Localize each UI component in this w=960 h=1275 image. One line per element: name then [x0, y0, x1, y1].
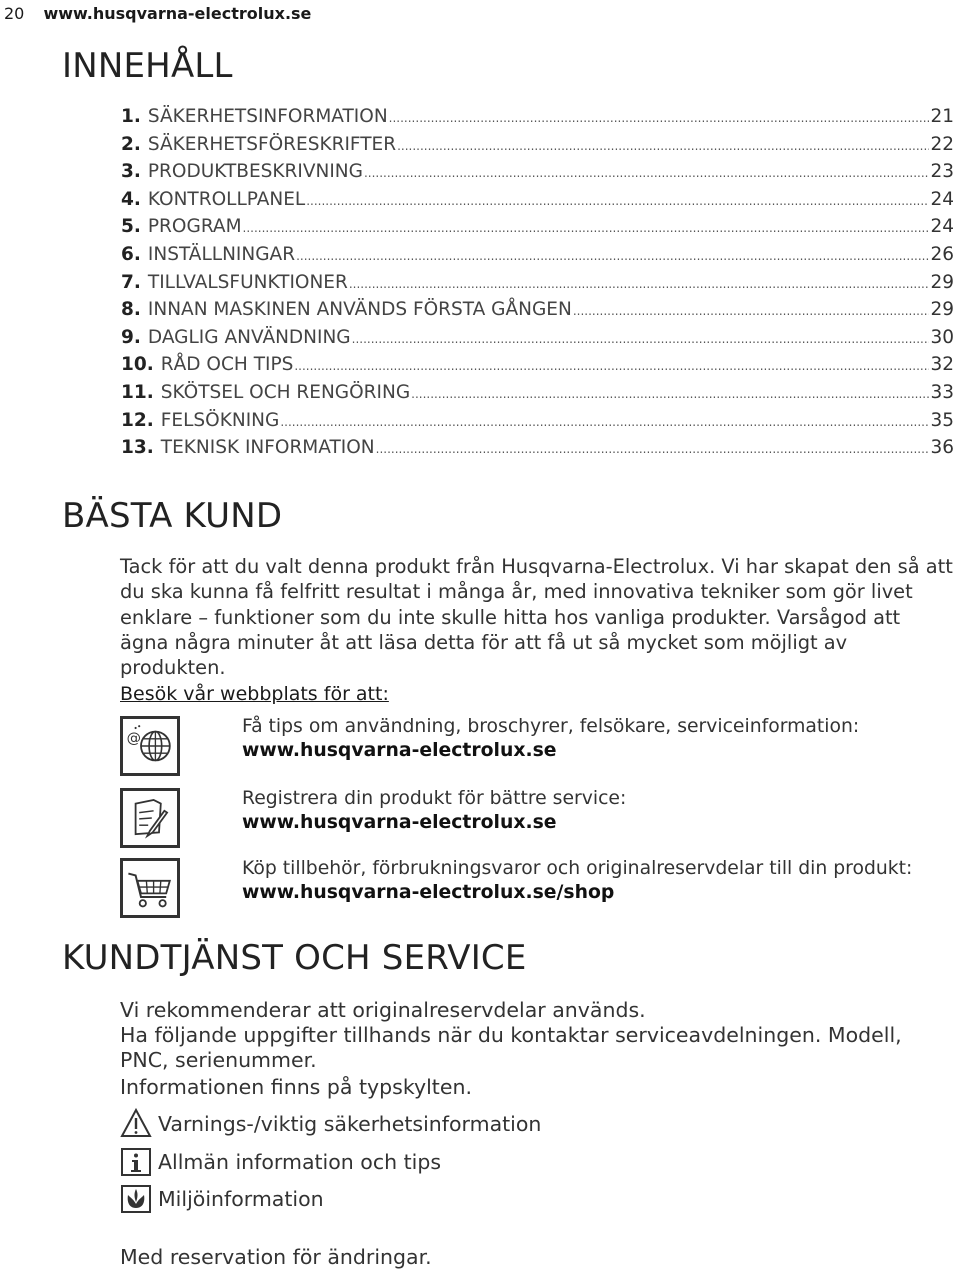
dear-customer-heading: BÄSTA KUND	[62, 496, 283, 536]
toc-item[interactable]	[121, 327, 954, 355]
svg-text:@: @	[126, 730, 141, 747]
toc-item[interactable]	[121, 244, 954, 272]
toc-page: 36	[930, 437, 954, 459]
tips-text: Få tips om användning, broschyrer, felsökare, serviceinformation:	[242, 716, 860, 737]
warning-legend-text: Varnings-/viktig säkerhetsinformation	[158, 1112, 542, 1136]
toc-number: 9.	[121, 326, 141, 348]
toc-title: INNAN MASKINEN ANVÄNDS FÖRSTA GÅNGEN	[147, 299, 572, 321]
toc-title: SÄKERHETSINFORMATION	[147, 106, 388, 127]
toc-item[interactable]	[121, 354, 954, 382]
environment-icon	[120, 1184, 152, 1214]
toc-title: TILLVALSFUNKTIONER	[147, 271, 348, 293]
toc-leader	[243, 221, 930, 235]
welcome-paragraph: Tack för att du valt denna produkt från Husqvarna-Electrolux. Vi har skapat den så att du ska kunna få felfritt resultat i många år, med innovativa tekniker som gör livet enklare – funktioner som du inte skulle hitta hos vanliga produkter. Varsågod att ägna några minuter åt att läsa detta för att få ut så mycket som möjligt av produkten.	[120, 555, 953, 680]
warning-icon	[120, 1108, 152, 1138]
toc-item[interactable]	[121, 134, 954, 162]
toc-title: INSTÄLLNINGAR	[147, 243, 296, 265]
toc-leader	[376, 442, 930, 456]
toc-number: 3.	[121, 161, 141, 183]
toc-heading: INNEHÅLL	[62, 46, 233, 86]
toc-number: 11.	[121, 381, 154, 403]
toc-number: 12.	[121, 409, 154, 431]
register-text: Registrera din produkt för bättre service:	[242, 788, 627, 809]
register-url-link[interactable]: www.husqvarna-electrolux.se	[242, 812, 557, 833]
page-header	[4, 4, 311, 23]
toc-number: 6.	[121, 243, 141, 265]
toc-leader	[411, 387, 929, 401]
toc-page: 30	[930, 326, 954, 348]
toc-page: 26	[930, 243, 954, 265]
page-number: 20	[4, 4, 25, 23]
toc-leader	[306, 194, 929, 208]
toc-number: 5.	[121, 216, 141, 238]
toc-title: RÅD OCH TIPS	[160, 354, 294, 376]
info-icon	[120, 1147, 152, 1177]
toc-title: SÄKERHETSFÖRESKRIFTER	[147, 133, 397, 155]
visit-website-label: Besök vår webbplats för att:	[120, 683, 389, 705]
reservation-note: Med reservation för ändringar.	[120, 1245, 432, 1269]
toc-page: 29	[930, 299, 954, 321]
toc-number: 2.	[121, 133, 141, 155]
toc-page: 29	[930, 271, 954, 293]
toc-page: 33	[930, 381, 954, 403]
service-line: PNC, serienummer.	[120, 1048, 317, 1072]
toc-page: 24	[930, 188, 954, 210]
toc-number: 4.	[121, 188, 141, 210]
toc-title: DAGLIG ANVÄNDNING	[147, 326, 351, 348]
shop-url-link[interactable]: www.husqvarna-electrolux.se/shop	[242, 882, 615, 903]
toc-title: PROGRAM	[147, 216, 242, 238]
toc-item[interactable]	[121, 189, 954, 217]
toc-title: TEKNISK INFORMATION	[160, 437, 375, 459]
toc-item[interactable]	[121, 437, 954, 465]
toc-number: 13.	[121, 437, 154, 459]
toc-page: 22	[930, 133, 954, 155]
toc-page: 21	[930, 106, 954, 127]
toc-number: 1.	[121, 106, 141, 127]
toc-item[interactable]	[121, 382, 954, 410]
toc-leader	[294, 359, 929, 373]
toc-leader	[397, 139, 929, 153]
toc-leader	[352, 332, 930, 346]
toc-page: 32	[930, 354, 954, 376]
toc-item[interactable]	[121, 410, 954, 438]
toc-leader	[296, 249, 929, 263]
toc-item[interactable]	[121, 161, 954, 189]
toc-title: FELSÖKNING	[160, 409, 280, 431]
toc-item[interactable]	[121, 299, 954, 327]
toc-item[interactable]	[121, 106, 954, 134]
toc-leader	[573, 304, 930, 318]
tips-url-link[interactable]: www.husqvarna-electrolux.se	[242, 740, 557, 761]
service-line: Informationen finns på typskylten.	[120, 1075, 472, 1099]
toc-leader	[389, 111, 930, 125]
registration-icon	[120, 788, 180, 848]
globe-icon	[120, 716, 180, 776]
toc-page: 35	[930, 409, 954, 431]
header-website: www.husqvarna-electrolux.se	[43, 4, 312, 23]
toc-item[interactable]	[121, 216, 954, 244]
toc-leader	[349, 277, 930, 291]
toc-item[interactable]	[121, 272, 954, 300]
toc-page: 23	[930, 161, 954, 183]
toc-page: 24	[930, 216, 954, 238]
toc-title: PRODUKTBESKRIVNING	[147, 161, 363, 183]
toc-leader	[364, 166, 930, 180]
toc-number: 7.	[121, 271, 141, 293]
toc-number: 8.	[121, 299, 141, 321]
info-legend-text: Allmän information och tips	[158, 1150, 442, 1174]
service-line: Ha följande uppgifter tillhands när du kontaktar serviceavdelningen. Modell,	[120, 1023, 902, 1047]
toc-number: 10.	[121, 354, 154, 376]
shop-text: Köp tillbehör, förbrukningsvaror och originalreservdelar till din produkt:	[242, 858, 913, 879]
environment-legend-text: Miljöinformation	[158, 1187, 324, 1211]
shopping-cart-icon	[120, 858, 180, 918]
service-heading: KUNDTJÄNST OCH SERVICE	[62, 938, 527, 978]
table-of-contents	[121, 106, 954, 465]
service-line: Vi rekommenderar att originalreservdelar används.	[120, 998, 646, 1022]
toc-title: SKÖTSEL OCH RENGÖRING	[160, 381, 411, 403]
toc-leader	[280, 415, 929, 429]
toc-title: KONTROLLPANEL	[147, 188, 306, 210]
